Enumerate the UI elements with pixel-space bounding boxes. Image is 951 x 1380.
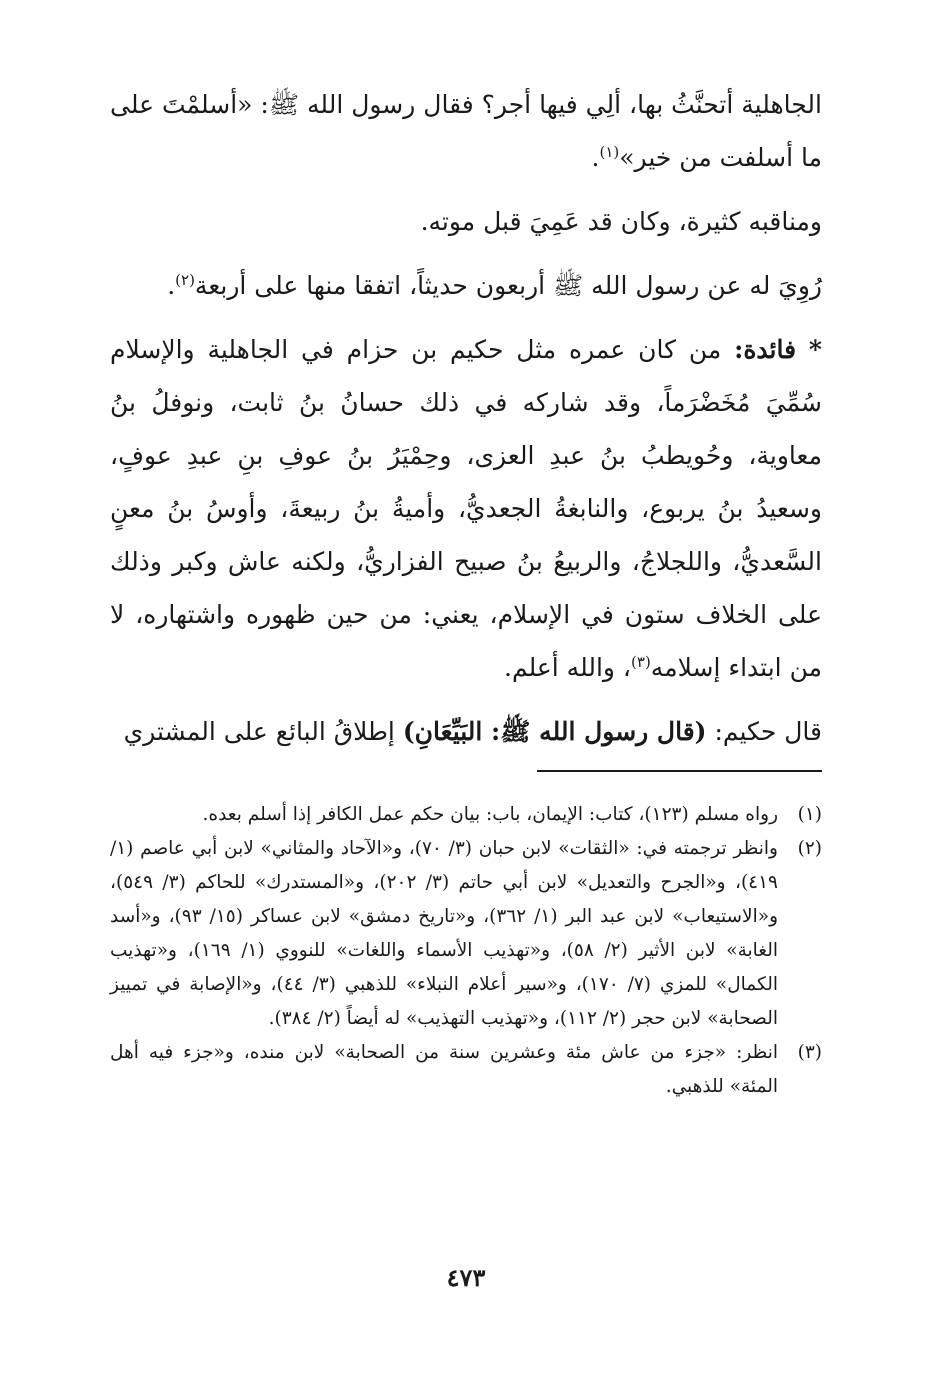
footnote-1 (110, 798, 822, 832)
paragraph-1 (110, 78, 822, 184)
paragraph-4-end: ، والله أعلم. (504, 653, 632, 682)
footnote-text: وانظر ترجمته في: «الثقات» لابن حبان (٣/ ٧٠)، و«الآحاد والمثاني» لابن أبي عاصم (١/ ٤١٩)، و«الجرح والتعديل» لابن أبي حاتم (٣/ ٢٠٢)، و«المستدرك» للحاكم (٣/ ٥٤٩)، و«الاستيعاب» لابن عبد البر (١/ ٣٦٢)، و«تاريخ دمشق» لابن عساكر (١٥/ ٩٣)، و«أسد الغابة» لابن الأثير (٢/ ٥٨)، و«تهذيب الأسماء واللغات» للنووي (١/ ١٦٩)، و«تهذيب الكمال» للمزي (٧/ ١٧٠)، و«سير أعلام النبلاء» للذهبي (٣/ ٤٤)، و«الإصابة في تمييز الصحابة» لابن حجر (٢/ ١١٢)، و«تهذيب التهذيب» له أيضاً (٢/ ٣٨٤). (110, 838, 778, 1029)
footnote-marker-1: (١) (599, 143, 620, 161)
footnotes (110, 798, 822, 1104)
paragraph-3 (110, 259, 822, 312)
page-number: ٤٧٣ (446, 1263, 486, 1292)
paragraph-2-text: ومناقبه كثيرة، وكان قد عَمِيَ قبل موته. (420, 207, 822, 236)
paragraph-1-text: الجاهلية أتحنَّثُ بها، ألِي فيها أجر؟ فقال رسول الله ﷺ: «أسلمْتَ على ما أسلفت من خير» (110, 90, 822, 172)
paragraph-3-text: رُوِيَ له عن رسول الله ﷺ أربعون حديثاً، اتفقا منها على أربعة (194, 271, 822, 300)
paragraph-5-start: قال حكيم: (714, 717, 822, 746)
paragraph-5 (110, 705, 822, 758)
footnote-divider (537, 770, 822, 772)
paragraph-4-text: من كان عمره مثل حكيم بن حزام في الجاهلية والإسلام سُمِّيَ مُخَضْرَماً، وقد شاركه في ذلك حسانُ بنُ ثابت، ونوفلُ بنُ معاوية، وحُويطبُ بنُ عبدِ العزى، وحِمْيَرُ بنُ عوفِ بنِ عبدِ عوفٍ، وسعيدُ بنُ يربوع، والنابغةُ الجعديُّ، وأميةُ بنُ ربيعةَ، وأوسُ بنُ معنٍ السَّعديُّ، واللجلاجُ، والربيعُ بنُ صبيح الفزاريُّ، ولكنه عاش وكبر وذلك على الخلاف ستون في الإسلام، يعني: من حين ظهوره واشتهاره، لا من ابتداء إسلامه (110, 335, 822, 682)
hadith-quote: (قال رسول الله ﷺ: البَيِّعَانِ) (402, 717, 707, 746)
footnote-marker-2: (٢) (175, 271, 195, 289)
paragraph-1-end: . (591, 143, 600, 172)
benefit-label: فائدة: (734, 335, 797, 364)
star-icon: * (808, 335, 822, 364)
paragraph-3-end: . (167, 271, 176, 300)
footnote-number: (١) (797, 804, 822, 825)
paragraph-4 (110, 323, 822, 694)
footnote-number: (٣) (797, 1042, 822, 1063)
footnote-text: رواه مسلم (١٢٣)، كتاب: الإيمان، باب: بيان حكم عمل الكافر إذا أسلم بعده. (202, 804, 778, 825)
footnote-number: (٢) (797, 838, 822, 859)
book-page (110, 78, 822, 1358)
footnote-marker-3: (٣) (631, 653, 651, 671)
paragraph-2 (110, 195, 822, 248)
paragraph-5-end: إطلاقُ البائع على المشتري (123, 717, 395, 746)
footnote-3 (110, 1036, 822, 1104)
main-text (110, 78, 822, 758)
footnote-text: انظر: «جزء من عاش مئة وعشرين سنة من الصحابة» لابن منده، و«جزء فيه أهل المئة» للذهبي. (110, 1042, 778, 1097)
footnote-2 (110, 832, 822, 1036)
